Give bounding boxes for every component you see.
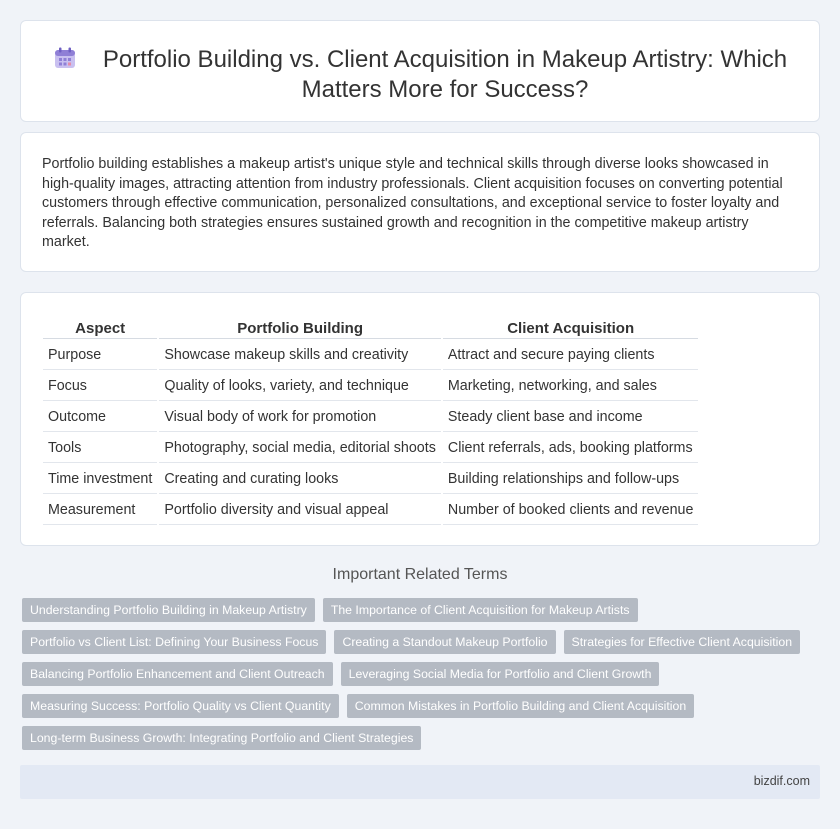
- related-term-tag[interactable]: The Importance of Client Acquisition for Makeup Artists: [323, 598, 638, 622]
- related-term-tag[interactable]: Measuring Success: Portfolio Quality vs Client Quantity: [22, 694, 339, 718]
- related-term-tag[interactable]: Leveraging Social Media for Portfolio and Client Growth: [341, 662, 660, 686]
- comparison-card: [20, 292, 820, 546]
- table-cell: Number of booked clients and revenue: [443, 496, 699, 525]
- table-cell: Showcase makeup skills and creativity: [159, 341, 441, 370]
- header-client-acquisition: Client Acquisition: [443, 319, 699, 339]
- table-row: [43, 403, 698, 432]
- table-cell: Building relationships and follow-ups: [443, 465, 699, 494]
- related-terms-list: [22, 598, 802, 758]
- table-row: [43, 496, 698, 525]
- table-cell: Time investment: [43, 465, 157, 494]
- table-cell: Quality of looks, variety, and technique: [159, 372, 441, 401]
- table-cell: Attract and secure paying clients: [443, 341, 699, 370]
- table-cell: Visual body of work for promotion: [159, 403, 441, 432]
- table-cell: Purpose: [43, 341, 157, 370]
- related-term-tag[interactable]: Long-term Business Growth: Integrating Portfolio and Client Strategies: [22, 726, 421, 750]
- table-row: [43, 341, 698, 370]
- title-card: [20, 20, 820, 122]
- tag-row: [22, 694, 802, 718]
- comparison-table: [41, 317, 700, 527]
- header-aspect: Aspect: [43, 319, 157, 339]
- table-cell: Tools: [43, 434, 157, 463]
- tag-row: [22, 726, 802, 750]
- table-cell: Focus: [43, 372, 157, 401]
- tag-row: [22, 630, 802, 654]
- table-cell: Measurement: [43, 496, 157, 525]
- table-row: [43, 372, 698, 401]
- tag-row: [22, 598, 802, 622]
- related-term-tag[interactable]: Common Mistakes in Portfolio Building and Client Acquisition: [347, 694, 695, 718]
- tag-row: [22, 662, 802, 686]
- table-cell: Steady client base and income: [443, 403, 699, 432]
- related-term-tag[interactable]: Portfolio vs Client List: Defining Your Business Focus: [22, 630, 326, 654]
- summary-text: Portfolio building establishes a makeup artist's unique style and technical skills through diverse looks showcased in high-quality images, attracting attention from industry professionals. Client acquisition focuses on converting potential customers through effective communication, personalized consultations, and exceptional service to foster loyalty and referrals. Balancing both strategies ensures sustained growth and recognition in the competitive makeup artistry market.: [42, 156, 783, 250]
- table-cell: Creating and curating looks: [159, 465, 441, 494]
- table-row: [43, 465, 698, 494]
- table-row: [43, 434, 698, 463]
- table-cell: Marketing, networking, and sales: [443, 372, 699, 401]
- footer: [20, 765, 820, 799]
- footer-site-link[interactable]: bizdif.com: [753, 774, 810, 788]
- related-term-tag[interactable]: Balancing Portfolio Enhancement and Client Outreach: [22, 662, 333, 686]
- related-terms-title: Important Related Terms: [332, 566, 508, 583]
- table-cell: Client referrals, ads, booking platforms: [443, 434, 699, 463]
- table-cell: Portfolio diversity and visual appeal: [159, 496, 441, 525]
- related-term-tag[interactable]: Understanding Portfolio Building in Makeup Artistry: [22, 598, 315, 622]
- related-term-tag[interactable]: Strategies for Effective Client Acquisition: [564, 630, 801, 654]
- table-cell: Photography, social media, editorial shoots: [159, 434, 441, 463]
- page-title: Portfolio Building vs. Client Acquisition in Makeup Artistry: Which Matters More for Success?: [102, 46, 788, 103]
- summary-card: [20, 132, 820, 272]
- table-header-row: [43, 319, 698, 339]
- related-term-tag[interactable]: Creating a Standout Makeup Portfolio: [334, 630, 555, 654]
- header-portfolio-building: Portfolio Building: [159, 319, 441, 339]
- table-cell: Outcome: [43, 403, 157, 432]
